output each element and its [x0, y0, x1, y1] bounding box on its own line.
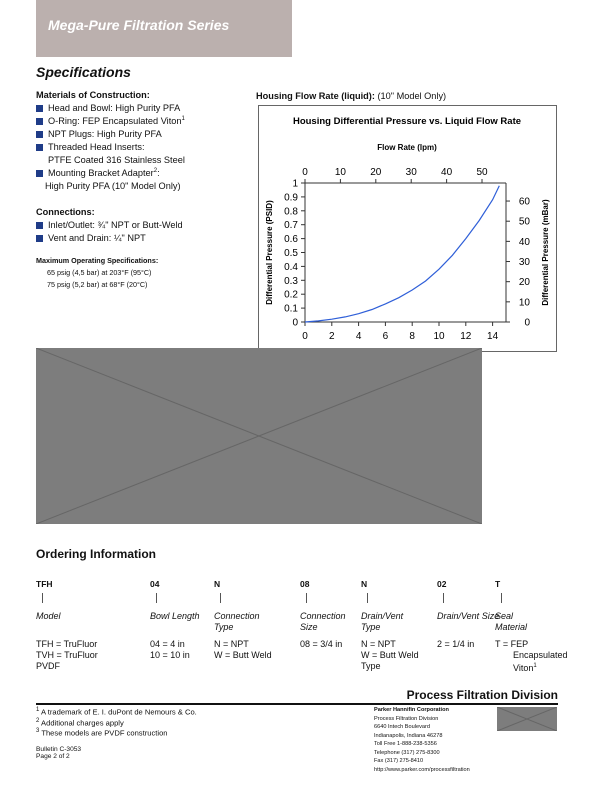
- materials-item: Threaded Head Inserts:: [36, 142, 251, 155]
- website-link[interactable]: http://www.parker.com/processfiltration: [374, 766, 470, 773]
- connections-list: [36, 220, 251, 246]
- address-line: 6640 Intech Boulevard: [374, 724, 430, 730]
- ordering-code: TFH: [36, 579, 53, 589]
- x-bottom-tick-label: 10: [433, 331, 445, 342]
- ordering-code: 04: [150, 579, 160, 589]
- ordering-column: [214, 579, 298, 661]
- y-left-tick-label: 0.3: [284, 275, 298, 287]
- series-title: Mega-Pure Filtration Series: [48, 17, 230, 33]
- ordering-column: [361, 579, 445, 672]
- y-left-axis-label: Differential Pressure (PSID): [265, 200, 274, 305]
- ordering-column: [495, 579, 575, 674]
- chart-caption-note: (10" Model Only): [374, 91, 447, 101]
- bullet-icon: [36, 105, 43, 112]
- materials-item: Mounting Bracket Adapter $^2$ :: [36, 168, 251, 181]
- ordering-caption: Connection Type: [214, 611, 260, 632]
- ordering-code: 08: [300, 579, 310, 589]
- ordering-divider: [501, 593, 502, 603]
- ordering-code: T: [495, 579, 501, 589]
- address-line: Toll Free 1-888-238-5356: [374, 741, 437, 747]
- ordering-caption: Connection Size: [300, 611, 346, 632]
- ordering-option: 04 = 4 in: [150, 639, 185, 649]
- inserts-detail: PTFE Coated 316 Stainless Steel: [48, 155, 185, 165]
- x-top-tick-label: 30: [405, 167, 417, 178]
- footnote: $^1$ A trademark of E. I. duPont de Nemours & Co.: [36, 707, 197, 717]
- x-bottom-tick-label: 8: [409, 331, 415, 342]
- bullet-icon: [36, 144, 43, 151]
- ordering-option: T = FEP: [495, 639, 529, 649]
- x-bottom-tick-label: 14: [487, 331, 499, 342]
- x-bottom-tick-label: 4: [355, 331, 362, 342]
- y-left-tick-label: 0.4: [284, 261, 298, 273]
- chart-caption: [256, 91, 446, 101]
- bullet-icon: [36, 222, 43, 229]
- address-line: Parker Hannifin Corporation: [374, 707, 449, 713]
- y-right-tick-label: 40: [518, 236, 530, 248]
- y-left-tick-label: 0.6: [284, 234, 298, 246]
- y-right-tick-label: 20: [518, 277, 530, 289]
- ordering-option: 2 = 1/4 in: [437, 639, 475, 649]
- ordering-divider: [367, 593, 368, 603]
- bullet-icon: [36, 170, 43, 177]
- materials-label: Materials of Construction:: [36, 90, 150, 100]
- flow-rate-chart: [258, 105, 557, 352]
- address-line: Indianapolis, Indiana 46278: [374, 732, 443, 739]
- ordering-caption: Seal Material: [495, 611, 528, 632]
- y-left-tick-label: 0.8: [284, 206, 298, 218]
- division-rule: [36, 703, 558, 705]
- ordering-divider: [220, 593, 221, 603]
- ordering-option: Encapsulated Viton$^1$: [513, 650, 568, 673]
- ordering-divider: [156, 593, 157, 603]
- parker-logo-placeholder: [497, 707, 557, 731]
- connections-item: Inlet/Outlet: ¾" NPT or Butt-Weld: [36, 220, 251, 233]
- chart-svg: [259, 106, 556, 351]
- x-top-tick-label: 40: [441, 167, 453, 178]
- ordering-option: N = NPT: [214, 639, 249, 649]
- x-bottom-tick-label: 12: [460, 331, 472, 342]
- address-line: Process Filtration Division: [374, 715, 439, 722]
- connections-label: Connections:: [36, 207, 95, 217]
- ordering-option: W = Butt Weld: [214, 650, 272, 660]
- ordering-caption: Bowl Length: [150, 611, 200, 621]
- y-right-tick-label: 60: [518, 196, 530, 208]
- connections-item: Vent and Drain: ¼" NPT: [36, 233, 251, 246]
- division-title: Process Filtration Division: [406, 688, 558, 702]
- materials-item: NPT Plugs: High Purity PFA: [36, 129, 251, 142]
- materials-item: O-Ring: FEP Encapsulated Viton $^1$: [36, 116, 251, 129]
- ordering-option: TVH = TruFluor PVDF: [36, 650, 98, 671]
- ordering-code: N: [214, 579, 221, 589]
- x-bottom-tick-label: 0: [302, 331, 308, 342]
- footnote: $^3$ These models are PVDF construction: [36, 728, 168, 738]
- y-right-tick-label: 10: [518, 297, 530, 309]
- ordering-divider: [306, 593, 307, 603]
- y-right-axis-label: Differential Pressure (mBar): [541, 199, 550, 306]
- x-top-tick-label: 20: [370, 167, 382, 178]
- ordering-code: 02: [437, 579, 447, 589]
- max-spec-line: 65 psig (4,5 bar) at 203°F (95°C): [47, 268, 152, 277]
- footnotes: [36, 706, 356, 760]
- y-right-tick-label: 50: [518, 216, 530, 228]
- y-right-tick-label: 0: [524, 317, 530, 329]
- x-bottom-tick-label: 6: [382, 331, 389, 342]
- y-right-tick-label: 30: [518, 257, 530, 269]
- ordering-caption: Drain/Vent Size: [437, 611, 500, 621]
- address-line: Telephone (317) 275-8300: [374, 749, 440, 756]
- x-top-tick-label: 0: [302, 167, 308, 178]
- max-specs-label: Maximum Operating Specifications:: [36, 256, 159, 265]
- y-left-tick-label: 0: [292, 317, 298, 329]
- x-top-tick-label: 10: [334, 167, 346, 178]
- bulletin-number: Bulletin C-3053: [36, 745, 82, 753]
- footnote: $^2$ Additional charges apply: [36, 717, 124, 728]
- chart-title: Housing Differential Pressure vs. Liquid Flow Rate: [292, 116, 522, 127]
- product-photo-placeholder: [36, 348, 482, 524]
- ordering-divider: [42, 593, 43, 603]
- ordering-option: W = Butt Weld Type: [361, 650, 419, 671]
- pressure-curve: [305, 186, 499, 322]
- materials-list: [36, 103, 251, 194]
- ordering-option: TFH = TruFluor: [36, 639, 98, 649]
- ordering-column: [36, 579, 120, 672]
- specifications-block: [36, 90, 251, 289]
- y-left-tick-label: 0.1: [284, 303, 298, 315]
- address-line: Fax (317) 275-8410: [374, 758, 424, 764]
- materials-item: Head and Bowl: High Purity PFA: [36, 103, 251, 116]
- ordering-heading: Ordering Information: [36, 547, 156, 561]
- company-address: [374, 706, 494, 774]
- page-number: Page 2 of 2: [36, 752, 70, 760]
- y-left-tick-label: 0.2: [284, 289, 298, 301]
- y-left-tick-label: 1: [292, 178, 298, 190]
- x-top-axis-label: Flow Rate (lpm): [377, 143, 437, 152]
- ordering-option: N = NPT: [361, 639, 396, 649]
- ordering-divider: [443, 593, 444, 603]
- chart-caption-label: Housing Flow Rate (liquid):: [256, 91, 375, 101]
- specifications-heading: Specifications: [36, 64, 131, 80]
- y-left-tick-label: 0.7: [284, 220, 298, 232]
- ordering-caption: Drain/Vent Type: [361, 611, 404, 632]
- ordering-option: 10 = 10 in: [150, 650, 190, 660]
- bullet-icon: [36, 131, 43, 138]
- x-bottom-tick-label: 2: [329, 331, 335, 342]
- max-spec-line: 75 psig (5,2 bar) at 68°F (20°C): [47, 280, 148, 289]
- ordering-option: 08 = 3/4 in: [300, 639, 343, 649]
- bullet-icon: [36, 235, 43, 242]
- x-top-tick-label: 50: [476, 167, 488, 178]
- ordering-code: N: [361, 579, 368, 589]
- bracket-detail: High Purity PFA (10" Model Only): [45, 181, 181, 191]
- y-left-tick-label: 0.9: [284, 192, 298, 204]
- y-left-tick-label: 0.5: [284, 248, 298, 259]
- bullet-icon: [36, 118, 43, 125]
- ordering-caption: Model: [36, 611, 61, 621]
